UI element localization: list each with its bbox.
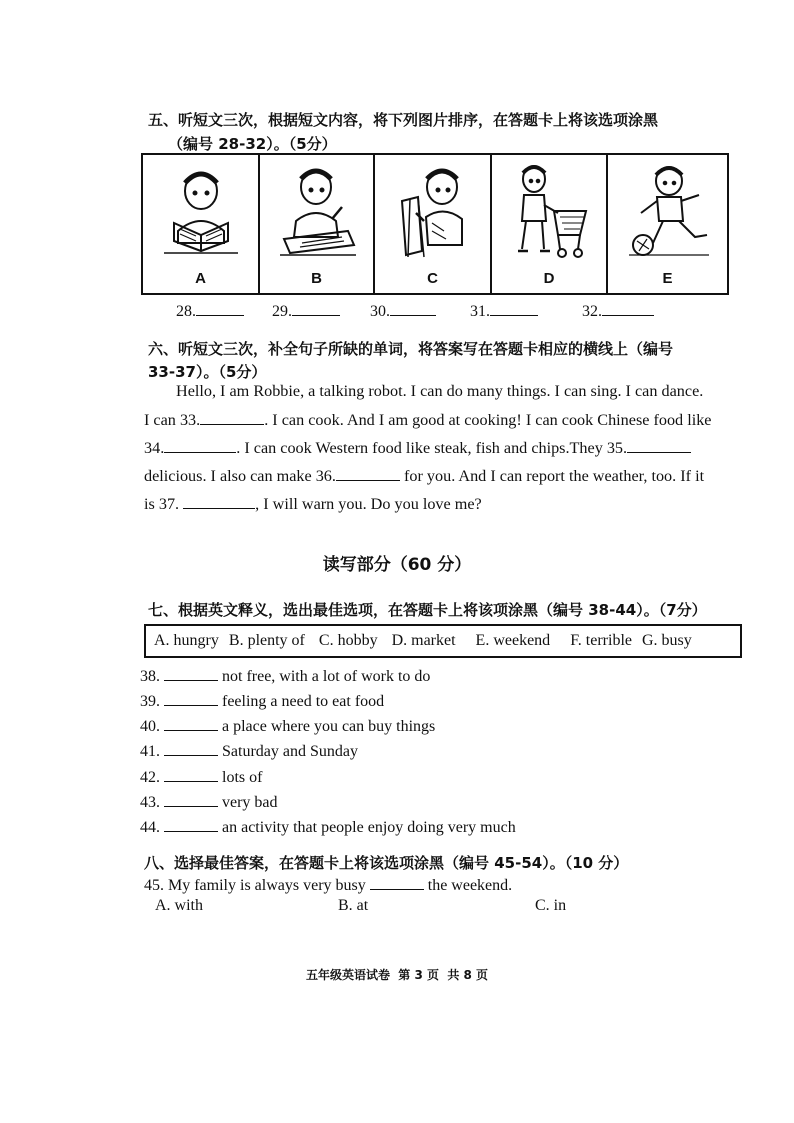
- answer-blank-42[interactable]: [164, 767, 218, 782]
- definition-row: 43. very bad: [140, 794, 278, 811]
- answer-30[interactable]: 30.: [370, 303, 436, 320]
- blank-36[interactable]: [336, 466, 400, 481]
- answer-row: [176, 301, 654, 321]
- page-footer: 五年级英语试卷 第 3 页 共 8 页: [305, 968, 489, 982]
- picture-cell-a: [143, 155, 260, 293]
- blank-37[interactable]: [183, 494, 255, 509]
- answer-blank-41[interactable]: [164, 741, 218, 756]
- boy-painting-icon: [388, 161, 478, 261]
- answer-31[interactable]: 31.: [470, 303, 538, 320]
- passage-line-5: is 37. , I will warn you. Do you love me?: [144, 495, 482, 513]
- part-heading: 读写部分（60 分）: [322, 555, 472, 575]
- section6-subtitle: 33-37）。（5分）: [148, 363, 267, 381]
- answer-blank-45[interactable]: [370, 875, 424, 890]
- option-c: C. hobby: [318, 632, 378, 649]
- section5-title: 五、听短文三次，根据短文内容，将下列图片排序，在答题卡上将该选项涂黑: [148, 111, 659, 129]
- option-a: A. hungry: [154, 632, 219, 649]
- section7-title: 七、根据英文释义，选出最佳选项，在答题卡上将该项涂黑（编号 38-44）。（7分）: [148, 601, 707, 619]
- option-f: F. terrible: [570, 632, 632, 649]
- option-d: D. market: [391, 632, 456, 649]
- definition-row: 44. an activity that people enjoy doing very much: [140, 819, 516, 836]
- q45-option-c[interactable]: C. in: [535, 897, 567, 914]
- definition-row: 38. not free, with a lot of work to do: [140, 668, 431, 685]
- definition-row: 40. a place where you can buy things: [140, 718, 436, 735]
- picture-cell-e: [608, 155, 727, 293]
- picture-cell-d: [492, 155, 608, 293]
- boy-playing-football-icon: [623, 161, 713, 261]
- picture-cell-b: [260, 155, 375, 293]
- blank-35[interactable]: [627, 438, 691, 453]
- picture-letter: A: [195, 270, 206, 287]
- picture-table: [141, 153, 729, 295]
- blank-33[interactable]: [200, 410, 264, 425]
- answer-32[interactable]: 32.: [582, 303, 654, 320]
- section6-title: 六、听短文三次，补全句子所缺的单词，将答案写在答题卡相应的横线上（编号: [148, 340, 674, 358]
- passage-line-4: delicious. I also can make 36. for you. And I can report the weather, too. If it: [144, 467, 705, 485]
- answer-29[interactable]: 29.: [272, 303, 340, 320]
- picture-letter: C: [427, 270, 438, 287]
- picture-letter: D: [543, 270, 555, 287]
- picture-letter: E: [662, 270, 673, 287]
- passage-line-3: 34. . I can cook Western food like steak, fish and chips.They 35.: [144, 438, 691, 458]
- answer-blank-40[interactable]: [164, 716, 218, 731]
- section5-subtitle: （编号 28-32）。（5分）: [168, 135, 337, 153]
- question-45: 45. My family is always very busy the weekend.: [144, 877, 513, 894]
- boy-writing-icon: [272, 161, 362, 261]
- definition-row: 41. Saturday and Sunday: [140, 743, 358, 760]
- answer-blank-39[interactable]: [164, 691, 218, 706]
- passage-line-2: I can 33. . I can cook. And I am good at cooking! I can cook Chinese food like: [144, 411, 712, 429]
- options-box: [144, 624, 742, 658]
- section8-title: 八、选择最佳答案，在答题卡上将该选项涂黑（编号 45-54）。（10 分）: [144, 854, 629, 872]
- q45-option-a[interactable]: A. with: [155, 897, 203, 914]
- answer-28[interactable]: 28.: [176, 303, 244, 320]
- definition-row: 42. lots of: [140, 769, 263, 786]
- boy-reading-icon: [156, 161, 246, 261]
- q45-option-b[interactable]: B. at: [338, 897, 369, 914]
- answer-blank-38[interactable]: [164, 666, 218, 681]
- blank-34[interactable]: [164, 438, 236, 453]
- picture-letter: B: [311, 270, 322, 287]
- option-g: G. busy: [642, 632, 692, 649]
- passage-line-1: Hello, I am Robbie, a talking robot. I can do many things. I can sing. I can dance.: [176, 382, 704, 400]
- option-e: E. weekend: [475, 632, 551, 649]
- answer-blank-43[interactable]: [164, 792, 218, 807]
- option-b: B. plenty of: [228, 632, 305, 649]
- boy-shopping-cart-icon: [504, 161, 594, 261]
- definition-row: 39. feeling a need to eat food: [140, 693, 385, 710]
- picture-cell-c: [375, 155, 492, 293]
- answer-blank-44[interactable]: [164, 817, 218, 832]
